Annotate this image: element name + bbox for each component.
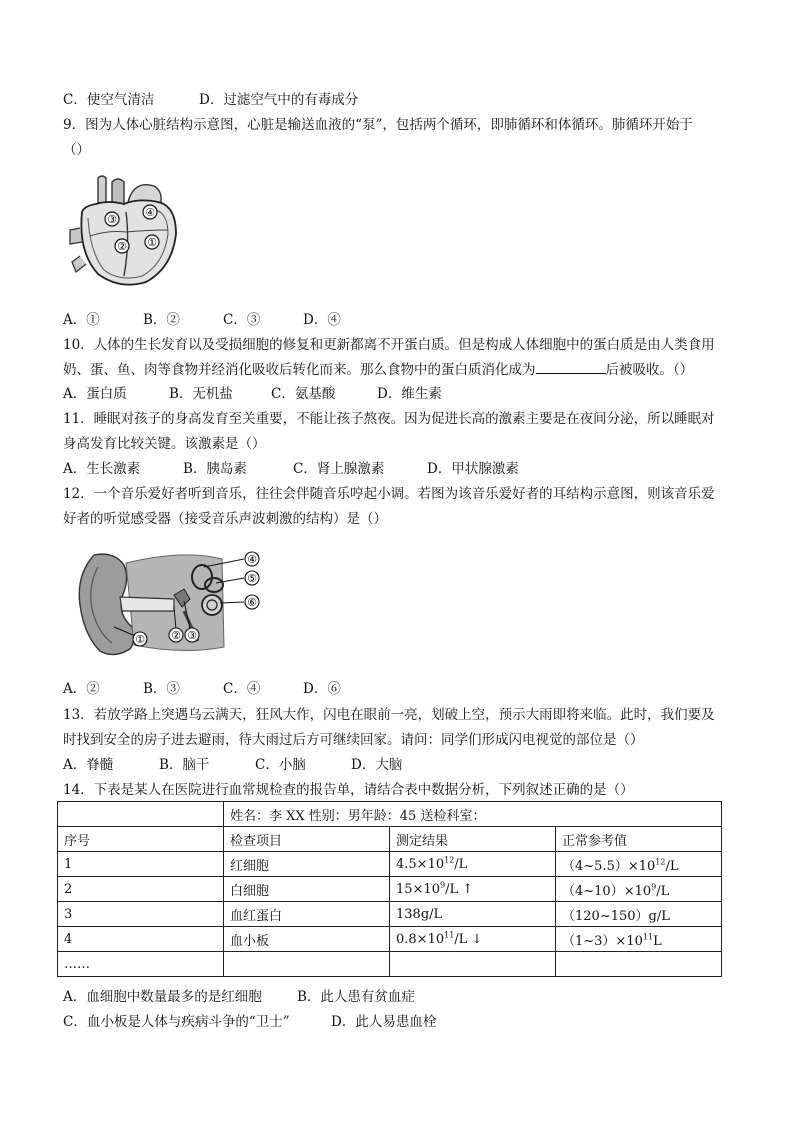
q9-stem-line1: 9．图为人体心脏结构示意图，心脏是输送血液的“泵”，包括两个循环，即肺循环和体循环。肺循环开始于	[63, 117, 693, 133]
q8-option-d[interactable]: D．过滤空气中的有毒成分	[199, 92, 359, 108]
ear-label-1: ①	[135, 633, 145, 646]
q11-stem-line2: 身高发育比较关键。该激素是（）	[63, 436, 266, 452]
header-item: 检查项目	[224, 827, 390, 852]
q12-option-a[interactable]: A．②	[63, 681, 100, 697]
q10-option-a[interactable]: A．蛋白质	[63, 386, 127, 402]
q13-options	[63, 755, 402, 775]
table-row	[58, 852, 722, 877]
q11-option-c[interactable]: C．肾上腺激素	[293, 461, 385, 477]
row-item: 白细胞	[224, 877, 390, 902]
ear-label-2: ②	[171, 629, 181, 642]
row-item: 红细胞	[224, 852, 390, 877]
q11-option-a[interactable]: A．生长激素	[63, 461, 141, 477]
row-result: $4.5\times 10^{12}/L$	[390, 852, 556, 877]
q8-option-c[interactable]: C．使空气清洁	[63, 92, 155, 108]
q12-options	[63, 679, 341, 699]
row-reference: $(4\sim 10)\times 10^9/L$	[556, 877, 722, 902]
row-result: $15\times 10^9/L$ ↑	[390, 877, 556, 902]
q8-options	[63, 90, 358, 110]
q12-option-d[interactable]: D．⑥	[303, 681, 341, 697]
q14-option-c[interactable]: C．血小板是人体与疾病斗争的“卫士”	[63, 1014, 290, 1030]
row-result: $0.8\times 10^{11}/L$ ↓	[390, 927, 556, 952]
ear-diagram-svg	[74, 545, 274, 663]
q10-option-c[interactable]: C．氨基酸	[271, 386, 336, 402]
row-reference: $(4\sim 5.5)\times 10^{12}/L$	[556, 852, 722, 877]
q14-option-b[interactable]: B．此人患有贫血症	[297, 989, 415, 1005]
q11-stem-line1: 11．睡眠对孩子的身高发育至关重要，不能让孩子熬夜。因为促进长高的激素主要是在夜间分泌，所以睡眠对	[63, 411, 715, 427]
header-result: 测定结果	[390, 827, 556, 852]
heart-label-4: ④	[145, 206, 155, 219]
heart-label-2: ②	[117, 240, 127, 253]
q9-option-b[interactable]: B．②	[143, 312, 180, 328]
table-header-row	[58, 827, 722, 852]
q14-stem: 14．下表是某人在医院进行血常规检查的报告单，请结合表中数据分析，下列叙述正确的是（）	[63, 782, 634, 798]
table-row	[58, 902, 722, 927]
q12-option-c[interactable]: C．④	[223, 681, 261, 697]
q11-option-b[interactable]: B．胰岛素	[183, 461, 247, 477]
row-reference: $(1\sim 3)\times 10^{11}L$	[556, 927, 722, 952]
q10-options	[63, 384, 442, 404]
q14-option-d[interactable]: D．此人易患血栓	[331, 1014, 437, 1030]
q10-answer-blank[interactable]	[536, 360, 606, 374]
q9-option-d[interactable]: D．④	[303, 312, 341, 328]
row-result: 138g/L	[390, 902, 556, 927]
table-row-patient-info	[58, 802, 722, 827]
ear-label-5: ⑤	[247, 572, 257, 585]
heart-label-3: ③	[107, 213, 117, 226]
row-no: 4	[58, 927, 224, 952]
increase-arrow: ↑	[462, 881, 474, 897]
ear-label-4: ④	[247, 553, 257, 566]
heart-diagram	[68, 172, 186, 292]
row-no: 1	[58, 852, 224, 877]
q14-options-row2	[63, 1012, 436, 1032]
q9-option-c[interactable]: C．③	[223, 312, 261, 328]
table-row-ellipsis	[58, 952, 722, 977]
q14-options-row1	[63, 987, 415, 1007]
heart-label-1: ①	[147, 236, 157, 249]
q11-options	[63, 459, 519, 479]
q9-stem-line2: （）	[63, 142, 90, 158]
heart-diagram-svg	[68, 172, 186, 292]
q11-option-d[interactable]: D．甲状腺激素	[427, 461, 519, 477]
table-cell-empty	[58, 802, 224, 827]
q12-stem-line2: 好者的听觉感受器（接受音乐声波刺激的结构）是（）	[63, 511, 387, 527]
q10-option-b[interactable]: B．无机盐	[169, 386, 233, 402]
patient-info: 姓名：李 XX 性别：男年龄：45 送检科室：	[224, 802, 722, 827]
q13-option-b[interactable]: B．脑干	[159, 757, 210, 773]
q13-option-d[interactable]: D．大脑	[351, 757, 403, 773]
q14-option-a[interactable]: A．血细胞中数量最多的是红细胞	[63, 989, 262, 1005]
row-no: 3	[58, 902, 224, 927]
q13-option-c[interactable]: C．小脑	[255, 757, 306, 773]
blood-test-report-table	[57, 801, 722, 977]
q10-stem-line2a: 奶、蛋、鱼、肉等食物并经消化吸收后转化而来。那么食物中的蛋白质消化成为	[63, 362, 536, 378]
ear-diagram	[74, 545, 274, 663]
q13-option-a[interactable]: A．脊髓	[63, 757, 114, 773]
q10-stem-line2	[63, 360, 693, 380]
row-item: 血红蛋白	[224, 902, 390, 927]
q13-stem-line1: 13．若放学路上突遇乌云满天，狂风大作，闪电在眼前一亮，划破上空，预示大雨即将来临。此时，我们要及	[63, 707, 715, 723]
table-row	[58, 877, 722, 902]
q10-option-d[interactable]: D．维生素	[377, 386, 442, 402]
header-no: 序号	[58, 827, 224, 852]
row-reference: （120~150）g/L	[556, 902, 722, 927]
q12-option-b[interactable]: B．③	[143, 681, 180, 697]
q13-stem-line2: 时找到安全的房子进去避雨，待大雨过后方可继续回家。请问：同学们形成闪电视觉的部位是（）	[63, 732, 644, 748]
q9-options	[63, 310, 341, 330]
ellipsis: ……	[58, 952, 224, 977]
header-reference: 正常参考值	[556, 827, 722, 852]
row-no: 2	[58, 877, 224, 902]
q9-option-a[interactable]: A．①	[63, 312, 100, 328]
row-item: 血小板	[224, 927, 390, 952]
decrease-arrow: ↓	[471, 931, 483, 947]
q10-stem-line1: 10．人体的生长发育以及受损细胞的修复和更新都离不开蛋白质。但是构成人体细胞中的蛋白质是由人类食用	[63, 337, 715, 353]
q12-stem-line1: 12．一个音乐爱好者听到音乐，往往会伴随音乐哼起小调。若图为该音乐爱好者的耳结构示意图，则该音乐爱	[63, 486, 715, 502]
ear-label-6: ⑥	[247, 596, 257, 609]
ear-label-3: ③	[187, 629, 197, 642]
table-row	[58, 927, 722, 952]
q10-stem-line2b: 后被吸收。（）	[605, 362, 694, 378]
